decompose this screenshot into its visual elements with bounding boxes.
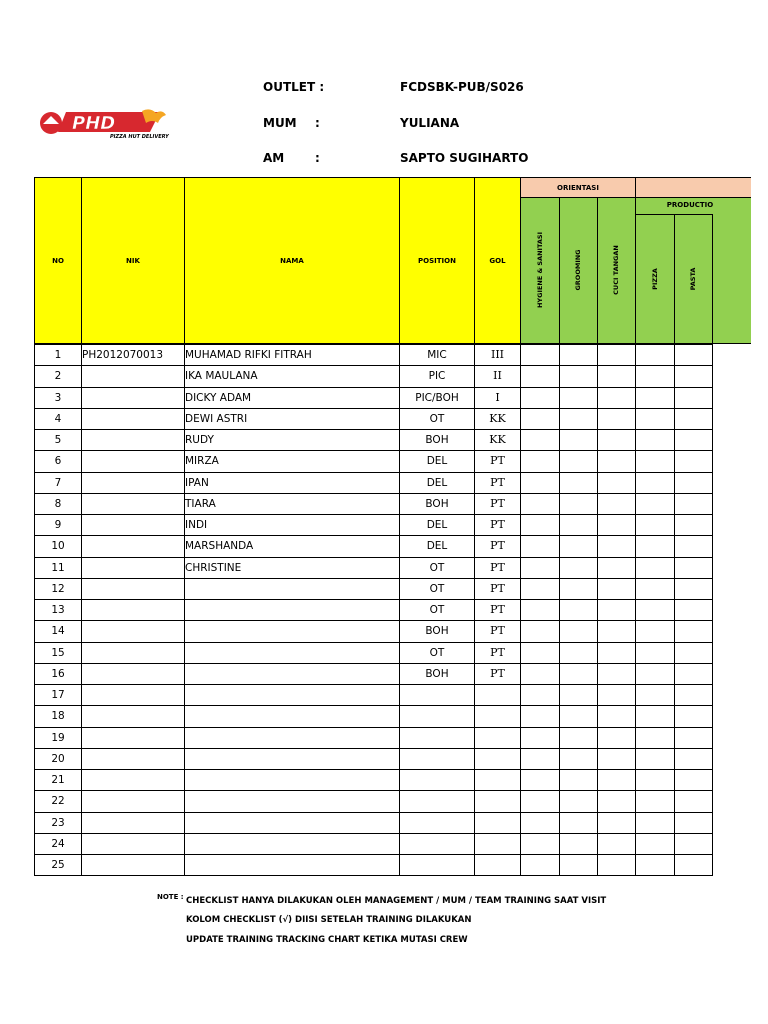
checkbox-cell-4[interactable] [635, 684, 675, 706]
checkbox-cell-2[interactable] [559, 790, 598, 812]
production-col-2-label: PASTA [689, 267, 697, 291]
cell-nama [184, 429, 400, 451]
cell-gol-text: PT [490, 666, 505, 680]
cell-nik [81, 854, 185, 876]
cell-gol [474, 833, 521, 855]
cell-gol-text: PT [490, 454, 505, 468]
cell-no-text: 19 [51, 731, 65, 744]
cell-no-text: 4 [54, 412, 62, 425]
checkbox-cell-4[interactable] [635, 790, 675, 812]
checkbox-cell-1[interactable] [520, 833, 560, 855]
cell-no-text: 10 [51, 540, 65, 553]
checkbox-cell-1[interactable] [520, 450, 560, 472]
col-no-label: NO [52, 256, 64, 265]
checkbox-cell-1[interactable] [520, 705, 560, 727]
cell-nik [81, 705, 185, 727]
cell-nik [81, 514, 185, 536]
cell-position-text: BOH [425, 434, 449, 446]
checkbox-cell-2[interactable] [559, 727, 598, 749]
col-nama-label: NAMA [280, 256, 304, 265]
cell-gol [474, 769, 521, 791]
cell-no-text: 9 [54, 519, 62, 531]
checkbox-cell-1[interactable] [520, 684, 560, 706]
cell-position-text: DEL [426, 455, 448, 468]
cell-no-text: 22 [51, 795, 65, 808]
cell-no-text: 7 [54, 476, 62, 489]
checkbox-cell-4[interactable] [635, 344, 675, 366]
checkbox-cell-5[interactable] [674, 854, 713, 876]
checkbox-cell-5[interactable] [674, 769, 713, 791]
cell-no-text: 13 [51, 604, 65, 616]
cell-nik [81, 769, 185, 791]
checkbox-cell-5[interactable] [674, 493, 713, 515]
cell-position-text: OT [429, 646, 445, 659]
am-label: AM [263, 151, 285, 165]
checkbox-cell-2[interactable] [559, 854, 598, 876]
cell-nama-text: DEWI ASTRI [185, 412, 248, 425]
cell-position-text: OT [429, 412, 445, 425]
checkbox-cell-2[interactable] [559, 557, 598, 579]
checkbox-cell-2[interactable] [559, 812, 598, 834]
checkbox-cell-1[interactable] [520, 578, 560, 600]
cell-nama-text: MARSHANDA [185, 540, 254, 553]
checkbox-cell-3[interactable] [597, 557, 636, 579]
cell-position-text: BOH [425, 625, 449, 638]
cell-nik [81, 812, 185, 834]
checkbox-cell-3[interactable] [597, 620, 636, 642]
checkbox-cell-5[interactable] [674, 684, 713, 706]
cell-nik [81, 557, 185, 579]
cell-gol-text: PT [490, 518, 505, 531]
cell-position [399, 748, 475, 770]
cell-position [399, 769, 475, 791]
cell-nama-text: CHRISTINE [185, 561, 242, 574]
checkbox-cell-3[interactable] [597, 812, 636, 834]
cell-no-text: 15 [51, 646, 65, 659]
checkbox-cell-3[interactable] [597, 578, 636, 600]
cell-gol [474, 790, 521, 812]
orientasi-col-1-label: HYGIENE & SANITASI [536, 231, 544, 309]
cell-nik [81, 472, 185, 494]
checkbox-cell-1[interactable] [520, 727, 560, 749]
checkbox-cell-3[interactable] [597, 769, 636, 791]
checkbox-cell-4[interactable] [635, 642, 675, 664]
cell-nama-text: MIRZA [185, 455, 219, 468]
cell-nama [184, 642, 400, 664]
cell-nik [81, 642, 185, 664]
cell-no-text: 21 [51, 774, 65, 786]
checkbox-cell-1[interactable] [520, 769, 560, 791]
checkbox-cell-2[interactable] [559, 344, 598, 366]
checkbox-cell-2[interactable] [559, 684, 598, 706]
cell-nik [81, 387, 185, 409]
cell-gol-text: PT [490, 603, 505, 616]
col-nik-label: NIK [126, 256, 140, 265]
checkbox-cell-3[interactable] [597, 429, 636, 451]
cell-nik [81, 790, 185, 812]
checkbox-cell-2[interactable] [559, 705, 598, 727]
cell-gol-text: PT [490, 475, 505, 489]
checkbox-cell-5[interactable] [674, 429, 713, 451]
cell-gol-text: PT [490, 560, 505, 574]
mum-value: YULIANA [400, 116, 460, 130]
am-value: SAPTO SUGIHARTO [400, 151, 529, 165]
checkbox-cell-5[interactable] [674, 727, 713, 749]
checkbox-cell-3[interactable] [597, 387, 636, 409]
checkbox-cell-5[interactable] [674, 833, 713, 855]
cell-gol [474, 684, 521, 706]
outlet-value: FCDSBK-PUB/S026 [400, 80, 524, 94]
cell-position-text: DEL [426, 540, 448, 553]
cell-nama-text: IKA MAULANA [185, 370, 258, 383]
cell-nama [184, 833, 400, 855]
checkbox-cell-2[interactable] [559, 620, 598, 642]
cell-position-text: PIC [428, 370, 446, 383]
checkbox-cell-4[interactable] [635, 833, 675, 855]
cell-no-text: 25 [51, 859, 65, 871]
cell-no-text: 11 [51, 561, 65, 574]
cell-nama [184, 493, 400, 515]
cell-gol [474, 727, 521, 749]
checkbox-cell-1[interactable] [520, 535, 560, 557]
mum-label: MUM [263, 116, 297, 130]
checkbox-cell-5[interactable] [674, 365, 713, 387]
checkbox-cell-4[interactable] [635, 854, 675, 876]
checkbox-cell-1[interactable] [520, 812, 560, 834]
cell-no-text: 20 [51, 752, 65, 765]
checkbox-cell-2[interactable] [559, 387, 598, 409]
cell-position-text: BOH [425, 497, 449, 510]
cell-no-text: 1 [54, 349, 62, 361]
checkbox-cell-3[interactable] [597, 790, 636, 812]
checkbox-cell-1[interactable] [520, 387, 560, 409]
cell-no-text: 17 [51, 689, 65, 701]
cell-nik [81, 408, 185, 430]
cell-position-text: BOH [425, 667, 449, 680]
cell-nik [81, 535, 185, 557]
checkbox-cell-4[interactable] [635, 450, 675, 472]
cell-gol-text: II [493, 369, 502, 383]
cell-no-text: 16 [51, 667, 65, 680]
cell-gol-text: KK [489, 411, 506, 425]
cell-no-text: 8 [54, 497, 62, 510]
cell-nik [81, 748, 185, 770]
checkbox-cell-1[interactable] [520, 472, 560, 494]
orientasi-group-label: ORIENTASI [557, 183, 599, 192]
checkbox-cell-5[interactable] [674, 578, 713, 600]
checkbox-cell-4[interactable] [635, 535, 675, 557]
cell-nik-text: PH2012070013 [82, 349, 164, 361]
checkbox-cell-1[interactable] [520, 854, 560, 876]
checkbox-cell-2[interactable] [559, 578, 598, 600]
cell-nama-text: MUHAMAD RIFKI FITRAH [185, 349, 312, 361]
cell-position-text: PIC/BOH [415, 391, 459, 404]
cell-nama [184, 727, 400, 749]
checkbox-cell-1[interactable] [520, 408, 560, 430]
cell-gol-text: III [490, 348, 505, 361]
checkbox-cell-4[interactable] [635, 599, 675, 621]
cell-gol-text: PT [490, 496, 505, 510]
cell-gol-text: PT [490, 624, 505, 638]
cell-position [399, 833, 475, 855]
checkbox-cell-4[interactable] [635, 812, 675, 834]
cell-position-text: OT [429, 561, 445, 574]
checkbox-cell-2[interactable] [559, 642, 598, 664]
checkbox-cell-5[interactable] [674, 599, 713, 621]
cell-gol-text: I [495, 390, 500, 404]
cell-position-text: OT [429, 604, 445, 616]
logo-tagline: PIZZA HUT DELIVERY [110, 134, 169, 140]
cell-position-text: MIC [427, 349, 447, 361]
checkbox-cell-3[interactable] [597, 535, 636, 557]
checkbox-cell-3[interactable] [597, 450, 636, 472]
cell-nama [184, 578, 400, 600]
cell-nama [184, 748, 400, 770]
cell-position-text: DEL [426, 476, 448, 489]
cell-nama-text: IPAN [185, 476, 209, 489]
cell-gol [474, 854, 521, 876]
checkbox-cell-4[interactable] [635, 365, 675, 387]
checkbox-cell-1[interactable] [520, 642, 560, 664]
cell-position [399, 727, 475, 749]
cell-no-text: 6 [54, 455, 62, 468]
checkbox-cell-4[interactable] [635, 493, 675, 515]
checkbox-cell-2[interactable] [559, 833, 598, 855]
cell-nama [184, 514, 400, 536]
checkbox-cell-5[interactable] [674, 408, 713, 430]
cell-nama [184, 599, 400, 621]
checkbox-cell-4[interactable] [635, 578, 675, 600]
checkbox-cell-1[interactable] [520, 365, 560, 387]
checkbox-cell-1[interactable] [520, 557, 560, 579]
note-label: NOTE : [157, 893, 184, 901]
checkbox-cell-5[interactable] [674, 450, 713, 472]
cell-nik [81, 620, 185, 642]
checkbox-cell-2[interactable] [559, 493, 598, 515]
mum-colon: : [315, 116, 320, 130]
checkbox-cell-3[interactable] [597, 684, 636, 706]
checkbox-cell-5[interactable] [674, 514, 713, 536]
checkbox-cell-5[interactable] [674, 663, 713, 685]
cell-nama-text: RUDY [185, 434, 214, 446]
checkbox-cell-1[interactable] [520, 599, 560, 621]
cell-nama [184, 854, 400, 876]
checkbox-cell-4[interactable] [635, 705, 675, 727]
cell-nik [81, 450, 185, 472]
cell-nik [81, 727, 185, 749]
checkbox-cell-5[interactable] [674, 790, 713, 812]
checkbox-cell-4[interactable] [635, 727, 675, 749]
logo-text: PHD [72, 113, 116, 134]
cell-nik [81, 365, 185, 387]
cell-nama [184, 620, 400, 642]
checkbox-cell-2[interactable] [559, 663, 598, 685]
note-line-3: UPDATE TRAINING TRACKING CHART KETIKA MUTASI CREW [186, 935, 468, 945]
checkbox-cell-5[interactable] [674, 472, 713, 494]
checkbox-cell-5[interactable] [674, 812, 713, 834]
cell-position-text: OT [429, 582, 445, 595]
cell-no-text: 3 [54, 391, 62, 404]
cell-nama [184, 812, 400, 834]
checkbox-cell-3[interactable] [597, 854, 636, 876]
cell-gol-text: PT [490, 645, 505, 659]
checkbox-cell-3[interactable] [597, 727, 636, 749]
checkbox-cell-4[interactable] [635, 663, 675, 685]
checkbox-cell-2[interactable] [559, 748, 598, 770]
checkbox-cell-3[interactable] [597, 344, 636, 366]
checkbox-cell-5[interactable] [674, 557, 713, 579]
checkbox-cell-4[interactable] [635, 387, 675, 409]
cell-no-text: 14 [51, 625, 65, 638]
checkbox-cell-4[interactable] [635, 620, 675, 642]
cell-nik [81, 429, 185, 451]
cell-nama [184, 684, 400, 706]
checkbox-cell-3[interactable] [597, 833, 636, 855]
checkbox-cell-2[interactable] [559, 599, 598, 621]
checkbox-cell-5[interactable] [674, 620, 713, 642]
checkbox-cell-3[interactable] [597, 599, 636, 621]
cell-nik [81, 663, 185, 685]
checkbox-cell-5[interactable] [674, 642, 713, 664]
production-peach-header [635, 177, 751, 198]
cell-position [399, 790, 475, 812]
checkbox-cell-1[interactable] [520, 663, 560, 685]
cell-position [399, 812, 475, 834]
orientasi-col-3-label: CUCI TANGAN [612, 245, 620, 295]
cell-no-text: 12 [51, 582, 65, 595]
cell-gol [474, 705, 521, 727]
checkbox-cell-2[interactable] [559, 769, 598, 791]
cell-nama [184, 663, 400, 685]
cell-no-text: 18 [51, 710, 65, 723]
cell-nik [81, 493, 185, 515]
cell-nama [184, 769, 400, 791]
checkbox-cell-3[interactable] [597, 408, 636, 430]
checkbox-cell-2[interactable] [559, 535, 598, 557]
outlet-label: OUTLET : [263, 80, 325, 94]
cell-nik [81, 684, 185, 706]
cell-no-text: 2 [54, 370, 62, 383]
checkbox-cell-4[interactable] [635, 472, 675, 494]
checkbox-cell-1[interactable] [520, 620, 560, 642]
cell-nama-text: DICKY ADAM [185, 391, 252, 404]
cell-no-text: 5 [54, 434, 62, 446]
checkbox-cell-2[interactable] [559, 365, 598, 387]
cell-gol [474, 812, 521, 834]
cell-nama [184, 472, 400, 494]
checkbox-cell-3[interactable] [597, 705, 636, 727]
checkbox-cell-3[interactable] [597, 493, 636, 515]
cell-nama [184, 790, 400, 812]
checkbox-cell-5[interactable] [674, 535, 713, 557]
checkbox-cell-4[interactable] [635, 514, 675, 536]
flame-icon [142, 109, 166, 123]
cell-nama [184, 705, 400, 727]
cell-nik [81, 578, 185, 600]
checkbox-cell-5[interactable] [674, 387, 713, 409]
cell-nik [81, 833, 185, 855]
checkbox-cell-1[interactable] [520, 344, 560, 366]
cell-position [399, 705, 475, 727]
cell-position [399, 854, 475, 876]
checkbox-cell-5[interactable] [674, 705, 713, 727]
cell-gol-text: KK [489, 433, 506, 446]
cell-gol-text: PT [490, 539, 505, 553]
checkbox-cell-4[interactable] [635, 408, 675, 430]
checkbox-cell-4[interactable] [635, 748, 675, 770]
am-colon: : [315, 151, 320, 165]
checkbox-cell-2[interactable] [559, 408, 598, 430]
cell-position [399, 684, 475, 706]
cell-position-text: DEL [426, 519, 448, 531]
cell-nama-text: TIARA [185, 497, 216, 510]
checkbox-cell-2[interactable] [559, 429, 598, 451]
checkbox-cell-2[interactable] [559, 472, 598, 494]
checkbox-cell-3[interactable] [597, 748, 636, 770]
checkbox-cell-5[interactable] [674, 748, 713, 770]
checkbox-cell-4[interactable] [635, 557, 675, 579]
checkbox-cell-1[interactable] [520, 429, 560, 451]
checkbox-cell-1[interactable] [520, 748, 560, 770]
checkbox-cell-3[interactable] [597, 365, 636, 387]
production-col-1-label: PIZZA [651, 268, 659, 290]
checkbox-cell-1[interactable] [520, 514, 560, 536]
checkbox-cell-5[interactable] [674, 344, 713, 366]
checkbox-cell-3[interactable] [597, 663, 636, 685]
checkbox-cell-3[interactable] [597, 642, 636, 664]
phd-logo [38, 105, 173, 141]
checkbox-cell-1[interactable] [520, 493, 560, 515]
checkbox-cell-3[interactable] [597, 514, 636, 536]
cell-no-text: 23 [51, 816, 65, 829]
production-group-label: PRODUCTIO [666, 201, 714, 209]
col-position-label: POSITION [418, 256, 456, 265]
checkbox-cell-1[interactable] [520, 790, 560, 812]
checkbox-cell-2[interactable] [559, 514, 598, 536]
cell-nik [81, 599, 185, 621]
col-gol-label: GOL [489, 256, 506, 265]
checkbox-cell-2[interactable] [559, 450, 598, 472]
orientasi-col-2-label: GROOMING [574, 249, 582, 291]
cell-nama-text: INDI [185, 519, 208, 531]
checkbox-cell-3[interactable] [597, 472, 636, 494]
cell-gol-text: PT [490, 581, 505, 595]
checkbox-cell-4[interactable] [635, 769, 675, 791]
note-line-2: KOLOM CHECKLIST (√) DIISI SETELAH TRAINING DILAKUKAN [186, 915, 472, 925]
cell-gol [474, 748, 521, 770]
checkbox-cell-4[interactable] [635, 429, 675, 451]
note-line-1: CHECKLIST HANYA DILAKUKAN OLEH MANAGEMENT / MUM / TEAM TRAINING SAAT VISIT [186, 896, 607, 906]
cell-no-text: 24 [51, 837, 65, 850]
